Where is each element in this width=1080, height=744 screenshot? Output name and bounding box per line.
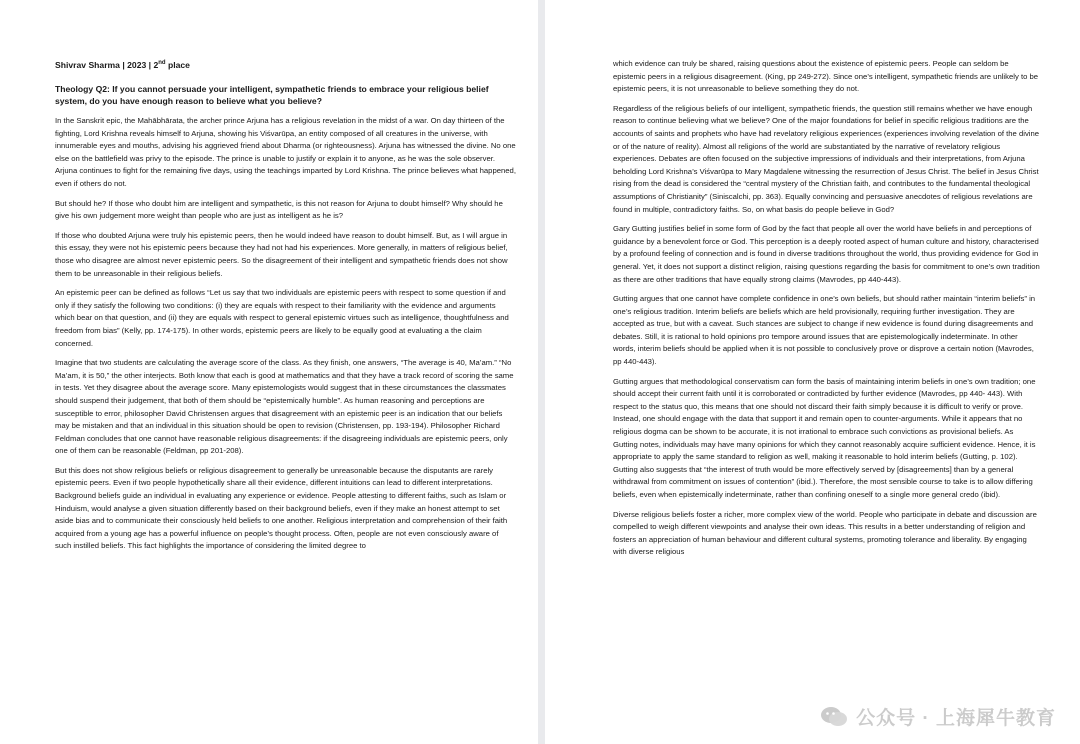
page-gap [538,0,545,744]
paragraph: Gary Gutting justifies belief in some form of God by the fact that people all over the world have beliefs in and perceptions of guidance by a benevolent force or God. This perception is a deeply rooted aspect of human culture and history, characterised by a profound feeling of connection and is found in diverse traditions throughout the world, thus providing evidence for God in general. Yet, it does not support a distinct religion, raising questions regarding the basis for commitment to one’s own tradition as there are other traditions that have equally strong claims (Mavrodes, pp 440-443). [613,224,1040,284]
header-ordinal: nd [158,60,166,66]
paragraph: But should he? If those who doubt him are intelligent and sympathetic, is this not reason for Arjuna to doubt himself? Why should he give his own judgement more weight than people who are just as intelligent as he is? [55,198,503,221]
paragraph: But this does not show religious beliefs or religious disagreement to generally be unreasonable because the disputants are rarely epistemic peers. Even if two people hypothetically share all their evidence, different intuitions can lead to different interpretations. Background beliefs guide an individual in evaluating any experience or evidence. People attesting to different faiths, such as Islam or Hinduism, would analyse a given situation differently based on their background beliefs, even if they make an honest attempt to set aside bias and to communicate their consciously held beliefs to one another. Religious interpretation and comprehension of their faith acquired from a young age has a powerful influence on people’s thought process. Often, people are not even consciously aware of such instilled beliefs. This fact highlights the importance of considering the limited degree to [55,465,508,551]
watermark [820,703,1056,730]
wechat-icon [820,706,848,728]
paragraph: Regardless of the religious beliefs of our intelligent, sympathetic friends, the question still remains whether we have enough reason to continue believing what we believe? One of the major foundations for belief in specific religious traditions are the accounts of saints and prophets who have had revelatory religious experiences (experiences involving revelation of the divine or of the nature of reality). Almost all religions of the world are substantiated by the narrative of revelatory religious experiences. Debates are often focused on the subjective impressions of individuals and their interpretations, from Arjuna beholding Lord Krishna’s Viśvarūpa to Mary Magdalene witnessing the resurrection of Jesus Christ. The belief in Jesus Christ rising from the dead is considered the “central mystery of the Christian faith, and contributes to the fundamental theological assumptions of Christianity” (Siniscalchi, pp. 363). Equally convincing and persuasive anecdotes of religious revelations are found in multiple, contradictory faiths. So, on what basis do people believe in God? [613,103,1040,214]
paragraph: Gutting argues that one cannot have complete confidence in one’s own beliefs, but should rather maintain “interim beliefs” in one’s religious tradition. Interim beliefs are beliefs which are held provisionally, requiring further investigation. They are accepted as true, but with a caveat. Such stances are subject to change if new evidence is found during disagreements and debates. Still, it is rational to hold opinions pro tempore around issues that are epistemologically indeterminate. In other words, interim beliefs should be applied when it is not possible to conclusively prove or disprove a certain notion (Mavrodes, pp 440-443). [613,294,1036,367]
paragraph: Imagine that two students are calculating the average score of the class. As they finish, one answers, “The average is 40, Ma’am.” “No Ma’am, it is 50,” the other interjects. Both know that each is good at mathematics and that they have a track record of scoring the same in tests. Yet they disagree about the average score. Many epistemologists would suggest that in these circumstances the classmates should suspend their judgement, that both of them should be “epistemically humble”. As human reasoning and perceptions are susceptible to error, philosopher David Christensen argues that disagreement with an epistemic peer is an indication that our beliefs may be mistaken and that an individual in this situation should be open to revision (Christensen, pp. 193-194). Philosopher Richard Feldman concludes that one cannot have reasonable religious disagreements: if the disagreeing individuals are epistemic peers, only one of them can be reasonable (Feldman, pp 201-208). [55,358,514,456]
paragraph: Gutting argues that methodological conservatism can form the basis of maintaining interim beliefs in one’s own tradition; one should accept their current faith until it is corroborated or contradicted by further evidence (Mavrodes, pp 440- 443). With respect to the status quo, this means that one should not discard their faith simply because it is difficult to verify or prove. Instead, one should engage with the data that support it and remain open to counter-arguments. While it appears that no religious dogma can be shown to be accurate, it is not irrational to embrace such convictions as provisional beliefs. As Gutting notes, individuals may have many opinions for which they cannot reasonably acquire sufficient evidence. Hence, it is appropriate to apply the same standard to religion as well, making it reasonable to hold interim beliefs (Gutting, p. 102). Gutting also suggests that “the interest of truth would be more effectively served by [disagreements] than by a general withdrawal from commitment on issues of contention” (ibid.). Therefore, the most sensible course to take is to allow differing beliefs, even when epistemically indeterminate, rather than confining oneself to a single more general credo (ibid). [613,376,1036,499]
paragraph: An epistemic peer can be defined as follows “Let us say that two individuals are epistemic peers with respect to some question if and only if they satisfy the following two conditions: (i) they are equals with respect to their familiarity with the evidence and arguments which bear on that question, and (ii) they are equals with respect to general epistemic virtues such as intelligence, thoughtfulness and freedom from bias” (Kelly, pp. 174-175). In other words, epistemic peers are likely to be equally good at evaluating a the claim concerned. [55,288,509,348]
paragraph: Diverse religious beliefs foster a richer, more complex view of the world. People who participate in debate and discussion are compelled to weigh different viewpoints and analyse their own ideas. This results in a better understanding of religion and fosters an appreciation of human behaviour and different cultural systems, promoting tolerance and liberality. By engaging with diverse religious [613,509,1037,557]
paragraph: If those who doubted Arjuna were truly his epistemic peers, then he would indeed have reason to doubt himself. But, as I will argue in this essay, they were not his epistemic peers because they had not had his experiences. More generally, in matters of religious belief, those who disagree are almost never epistemic peers. So the disagreement of their intelligent and sympathetic friends does not show them to be unreasonable in their religious beliefs. [55,230,508,278]
paragraph: In the Sanskrit epic, the Mahābhārata, the archer prince Arjuna has a religious revelation in the midst of a war. On day thirteen of the fighting, Lord Krishna reveals himself to Arjuna, showing his Viśvarūpa, an entity composed of all creatures in the universe, with innumerable eyes and mouths, advising his aggrieved friend about Dharma (or righteousness). Arjuna has witnessed the divine. No one else on the battlefield was privy to the episode. The prince is unable to justify or explain it to anyone, as he was the sole observer. Arjuna continues to fight for the remaining five days, using the teachings imparted by Lord Krishna. The prince believes what happened, even if others do not. [55,116,516,189]
watermark-text: 公众号 · 上海犀牛教育 [856,708,1056,729]
essay-author-header [55,58,516,71]
essay-title: Theology Q2: If you cannot persuade your intelligent, sympathetic friends to embrace your religious belief system, do you have enough reason to believe what you believe? [55,83,489,107]
document-page-right [545,0,1080,744]
header-prefix: Shivrav Sharma | 2023 | 2 [55,59,159,70]
header-place: place [165,59,190,70]
paragraph: which evidence can truly be shared, raising questions about the existence of epistemic peers. People can seldom be epistemic peers in a religious disagreement. (King, pp 249-272). Since one’s intelligent, sympathetic friends are unlikely to be epistemic peers, it is not unreasonable to believe something they do not. [613,59,1039,94]
document-page-left [0,0,538,744]
